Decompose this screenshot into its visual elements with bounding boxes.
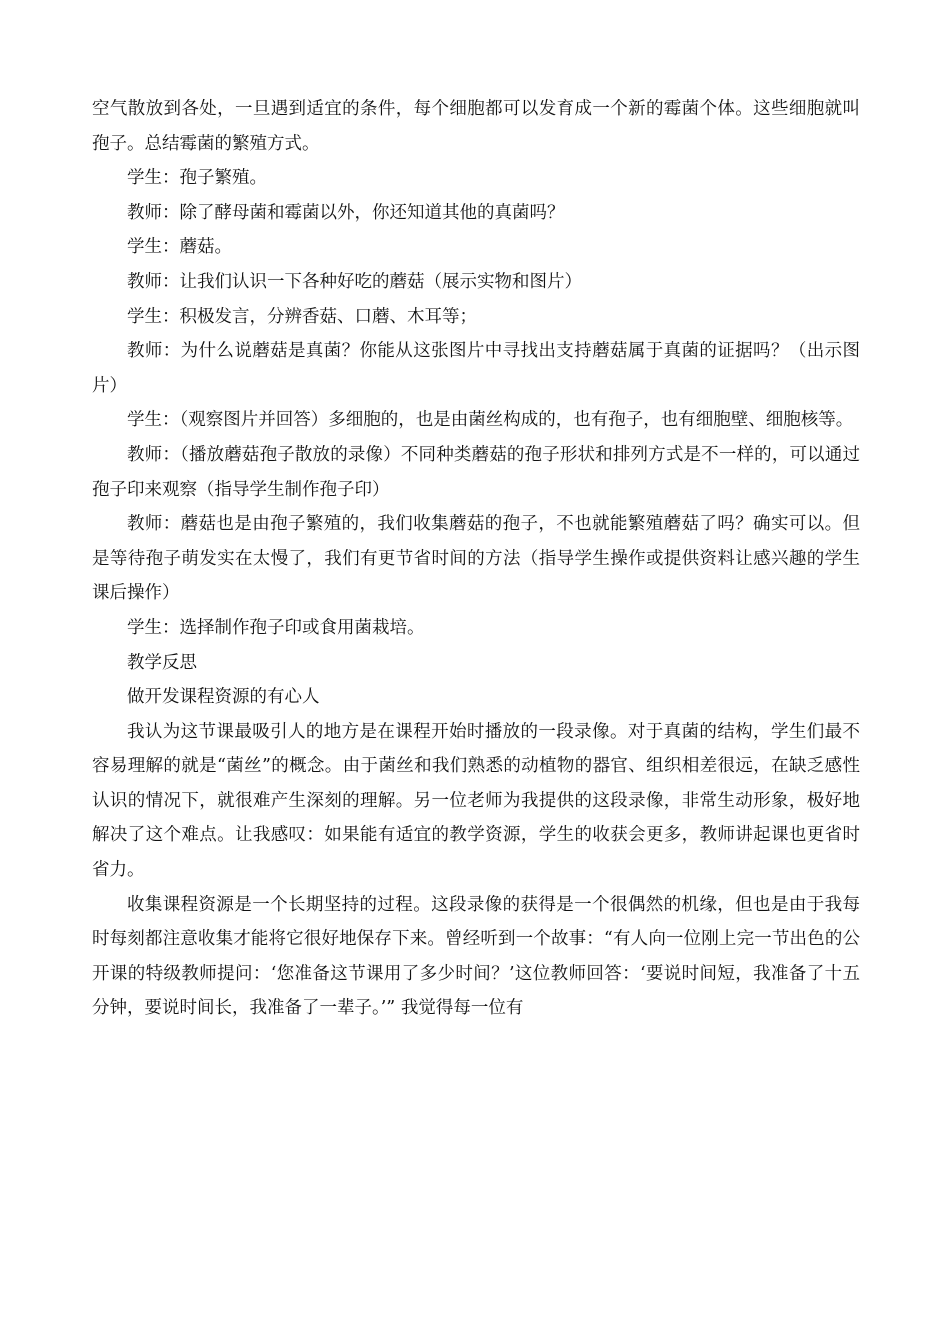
- paragraph-10: 教师：蘑菇也是由孢子繁殖的，我们收集蘑菇的孢子，不也就能繁殖蘑菇了吗？确实可以。但是等待孢子萌发实在太慢了，我们有更节省时间的方法（指导学生操作或提供资料让感兴趣的学生课后操作）: [92, 514, 860, 604]
- paragraph-15: 收集课程资源是一个长期坚持的过程。这段录像的获得是一个很偶然的机缘，但也是由于我每时每刻都注意收集才能将它很好地保存下来。曾经听到一个故事：“有人向一位刚上完一节出色的公开课的特级教师提问：‘您准备这节课用了多少时间？’这位教师回答：‘要说时间短，我准备了十五分钟，要说时间长，我准备了一辈子。’” 我觉得每一位有: [92, 894, 860, 1019]
- paragraph-14: 我认为这节课最吸引人的地方是在课程开始时播放的一段录像。对于真菌的结构，学生们最不容易理解的就是“菌丝”的概念。由于菌丝和我们熟悉的动植物的器官、组织相差很远，在缺乏感性认识的情况下，就很难产生深刻的理解。另一位老师为我提供的这段录像，非常生动形象，极好地解决了这个难点。让我感叹：如果能有适宜的教学资源，学生的收获会更多，教师讲起课也更省时省力。: [92, 721, 860, 881]
- document-page: [92, 92, 860, 1026]
- section-heading-reflection: 教学反思: [127, 652, 197, 673]
- paragraph-2: 学生：孢子繁殖。: [127, 168, 267, 189]
- section-subheading: 做开发课程资源的有心人: [127, 687, 320, 708]
- paragraph-6: 学生：积极发言，分辨香菇、口蘑、木耳等；: [127, 306, 477, 327]
- paragraph-1: 空气散放到各处，一旦遇到适宜的条件，每个细胞都可以发育成一个新的霉菌个体。这些细胞就叫孢子。总结霉菌的繁殖方式。: [92, 99, 860, 154]
- paragraph-5: 教师：让我们认识一下各种好吃的蘑菇（展示实物和图片）: [127, 271, 582, 292]
- paragraph-4: 学生：蘑菇。: [127, 237, 232, 258]
- paragraph-9: 教师：（播放蘑菇孢子散放的录像）不同种类蘑菇的孢子形状和排列方式是不一样的，可以通过孢子印来观察（指导学生制作孢子印）: [92, 444, 860, 500]
- paragraph-8: 学生：（观察图片并回答）多细胞的，也是由菌丝构成的，也有孢子，也有细胞壁、细胞核等。: [127, 410, 854, 431]
- paragraph-11: 学生：选择制作孢子印或食用菌栽培。: [127, 617, 425, 638]
- paragraph-7: 教师：为什么说蘑菇是真菌？你能从这张图片中寻找出支持蘑菇属于真菌的证据吗？（出示图片）: [92, 341, 860, 396]
- paragraph-3: 教师：除了酵母菌和霉菌以外，你还知道其他的真菌吗？: [127, 202, 565, 223]
